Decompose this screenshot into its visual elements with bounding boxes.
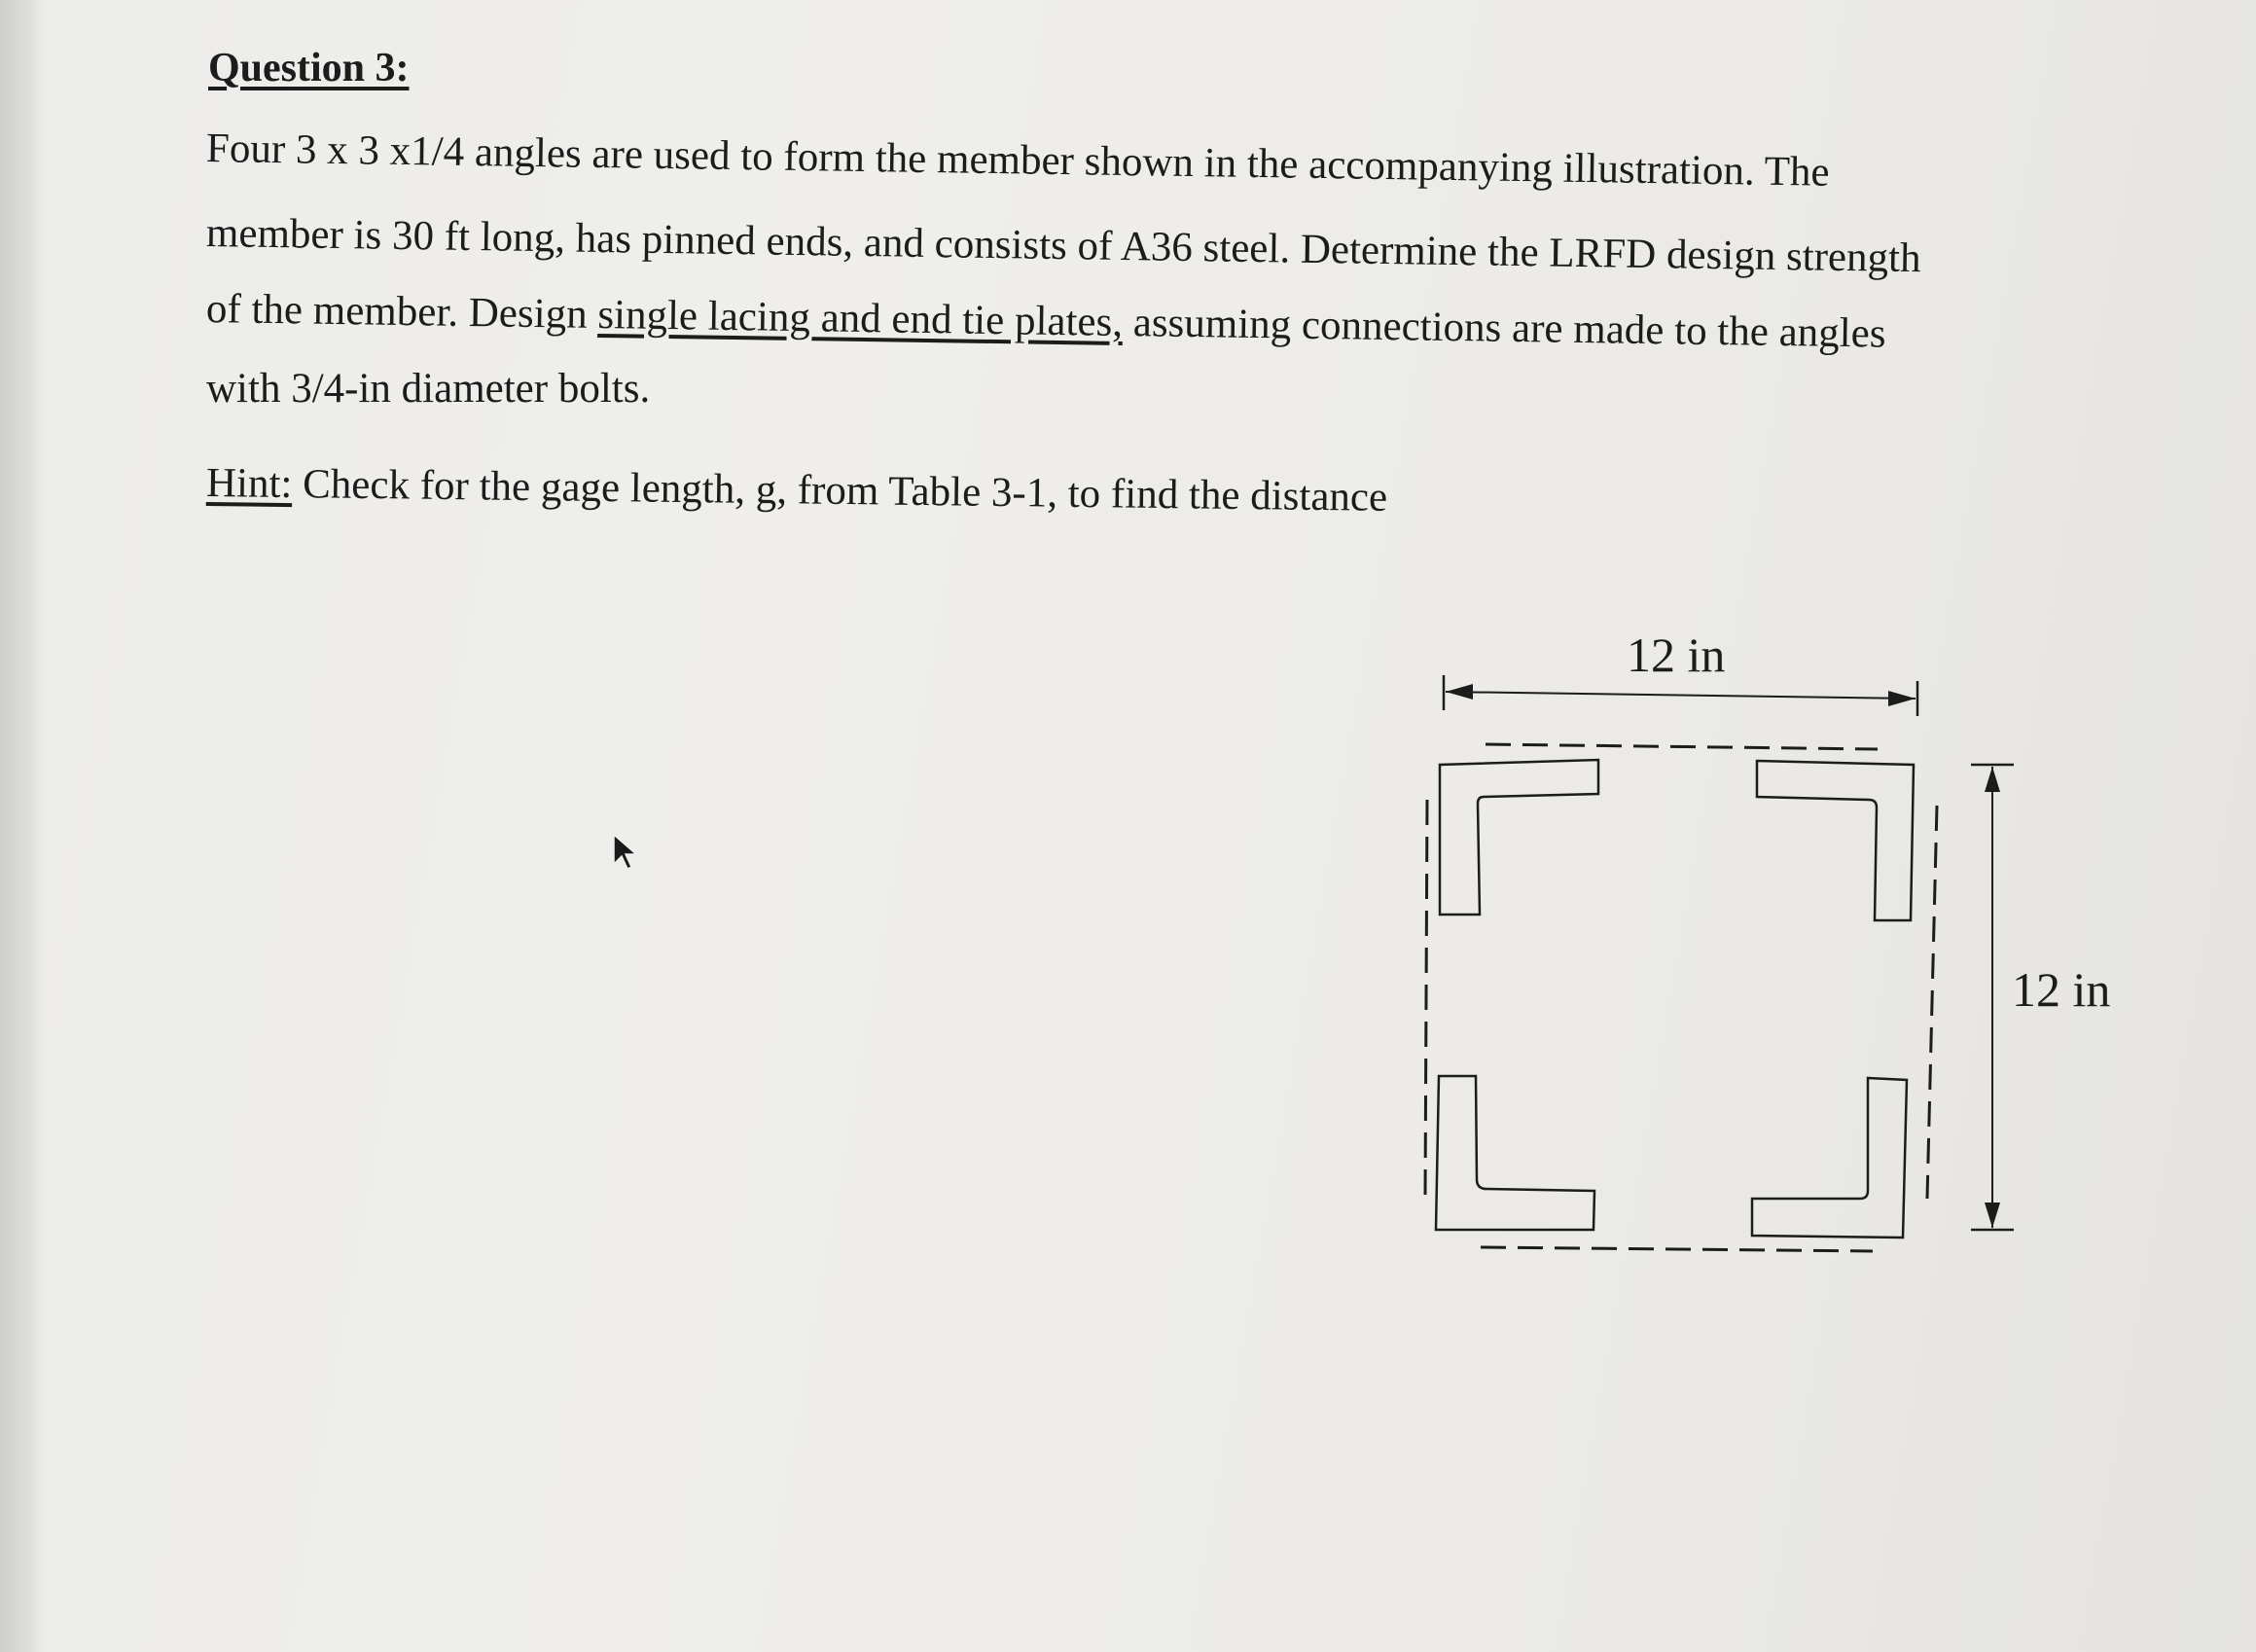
height-label: 12 in	[2012, 962, 2111, 1017]
width-label: 12 in	[1627, 628, 1726, 682]
problem-text-line-3-end: assuming connections are made to the angles	[1122, 299, 1886, 357]
angle-top-right	[1757, 761, 1914, 920]
lacing-dashed-lines	[1425, 744, 1937, 1251]
problem-text-line-3-start: of the member. Design	[205, 286, 598, 338]
question-title: Question 3:	[208, 46, 410, 90]
height-dimension-line	[1971, 765, 2014, 1230]
angle-top-left	[1440, 760, 1598, 915]
problem-text-line-1: Four 3 x 3 x1/4 angles are used to form the member shown in the accompanying illustration. The	[205, 126, 1830, 196]
angle-sections	[1436, 760, 1914, 1238]
problem-text-line-2: member is 30 ft long, has pinned ends, and consists of A36 steel. Determine the LRFD design strength	[205, 210, 1921, 282]
underlined-lacing-phrase: single lacing and end tie plates,	[597, 291, 1124, 345]
hint-text: Check for the gage length, g, from Table 3-1, to find the distance	[292, 461, 1388, 521]
angle-bottom-right	[1752, 1078, 1907, 1238]
problem-text-line-4: with 3/4-in diameter bolts.	[206, 366, 651, 412]
hint-label: Hint:	[205, 460, 293, 508]
angle-bottom-left	[1436, 1076, 1594, 1230]
